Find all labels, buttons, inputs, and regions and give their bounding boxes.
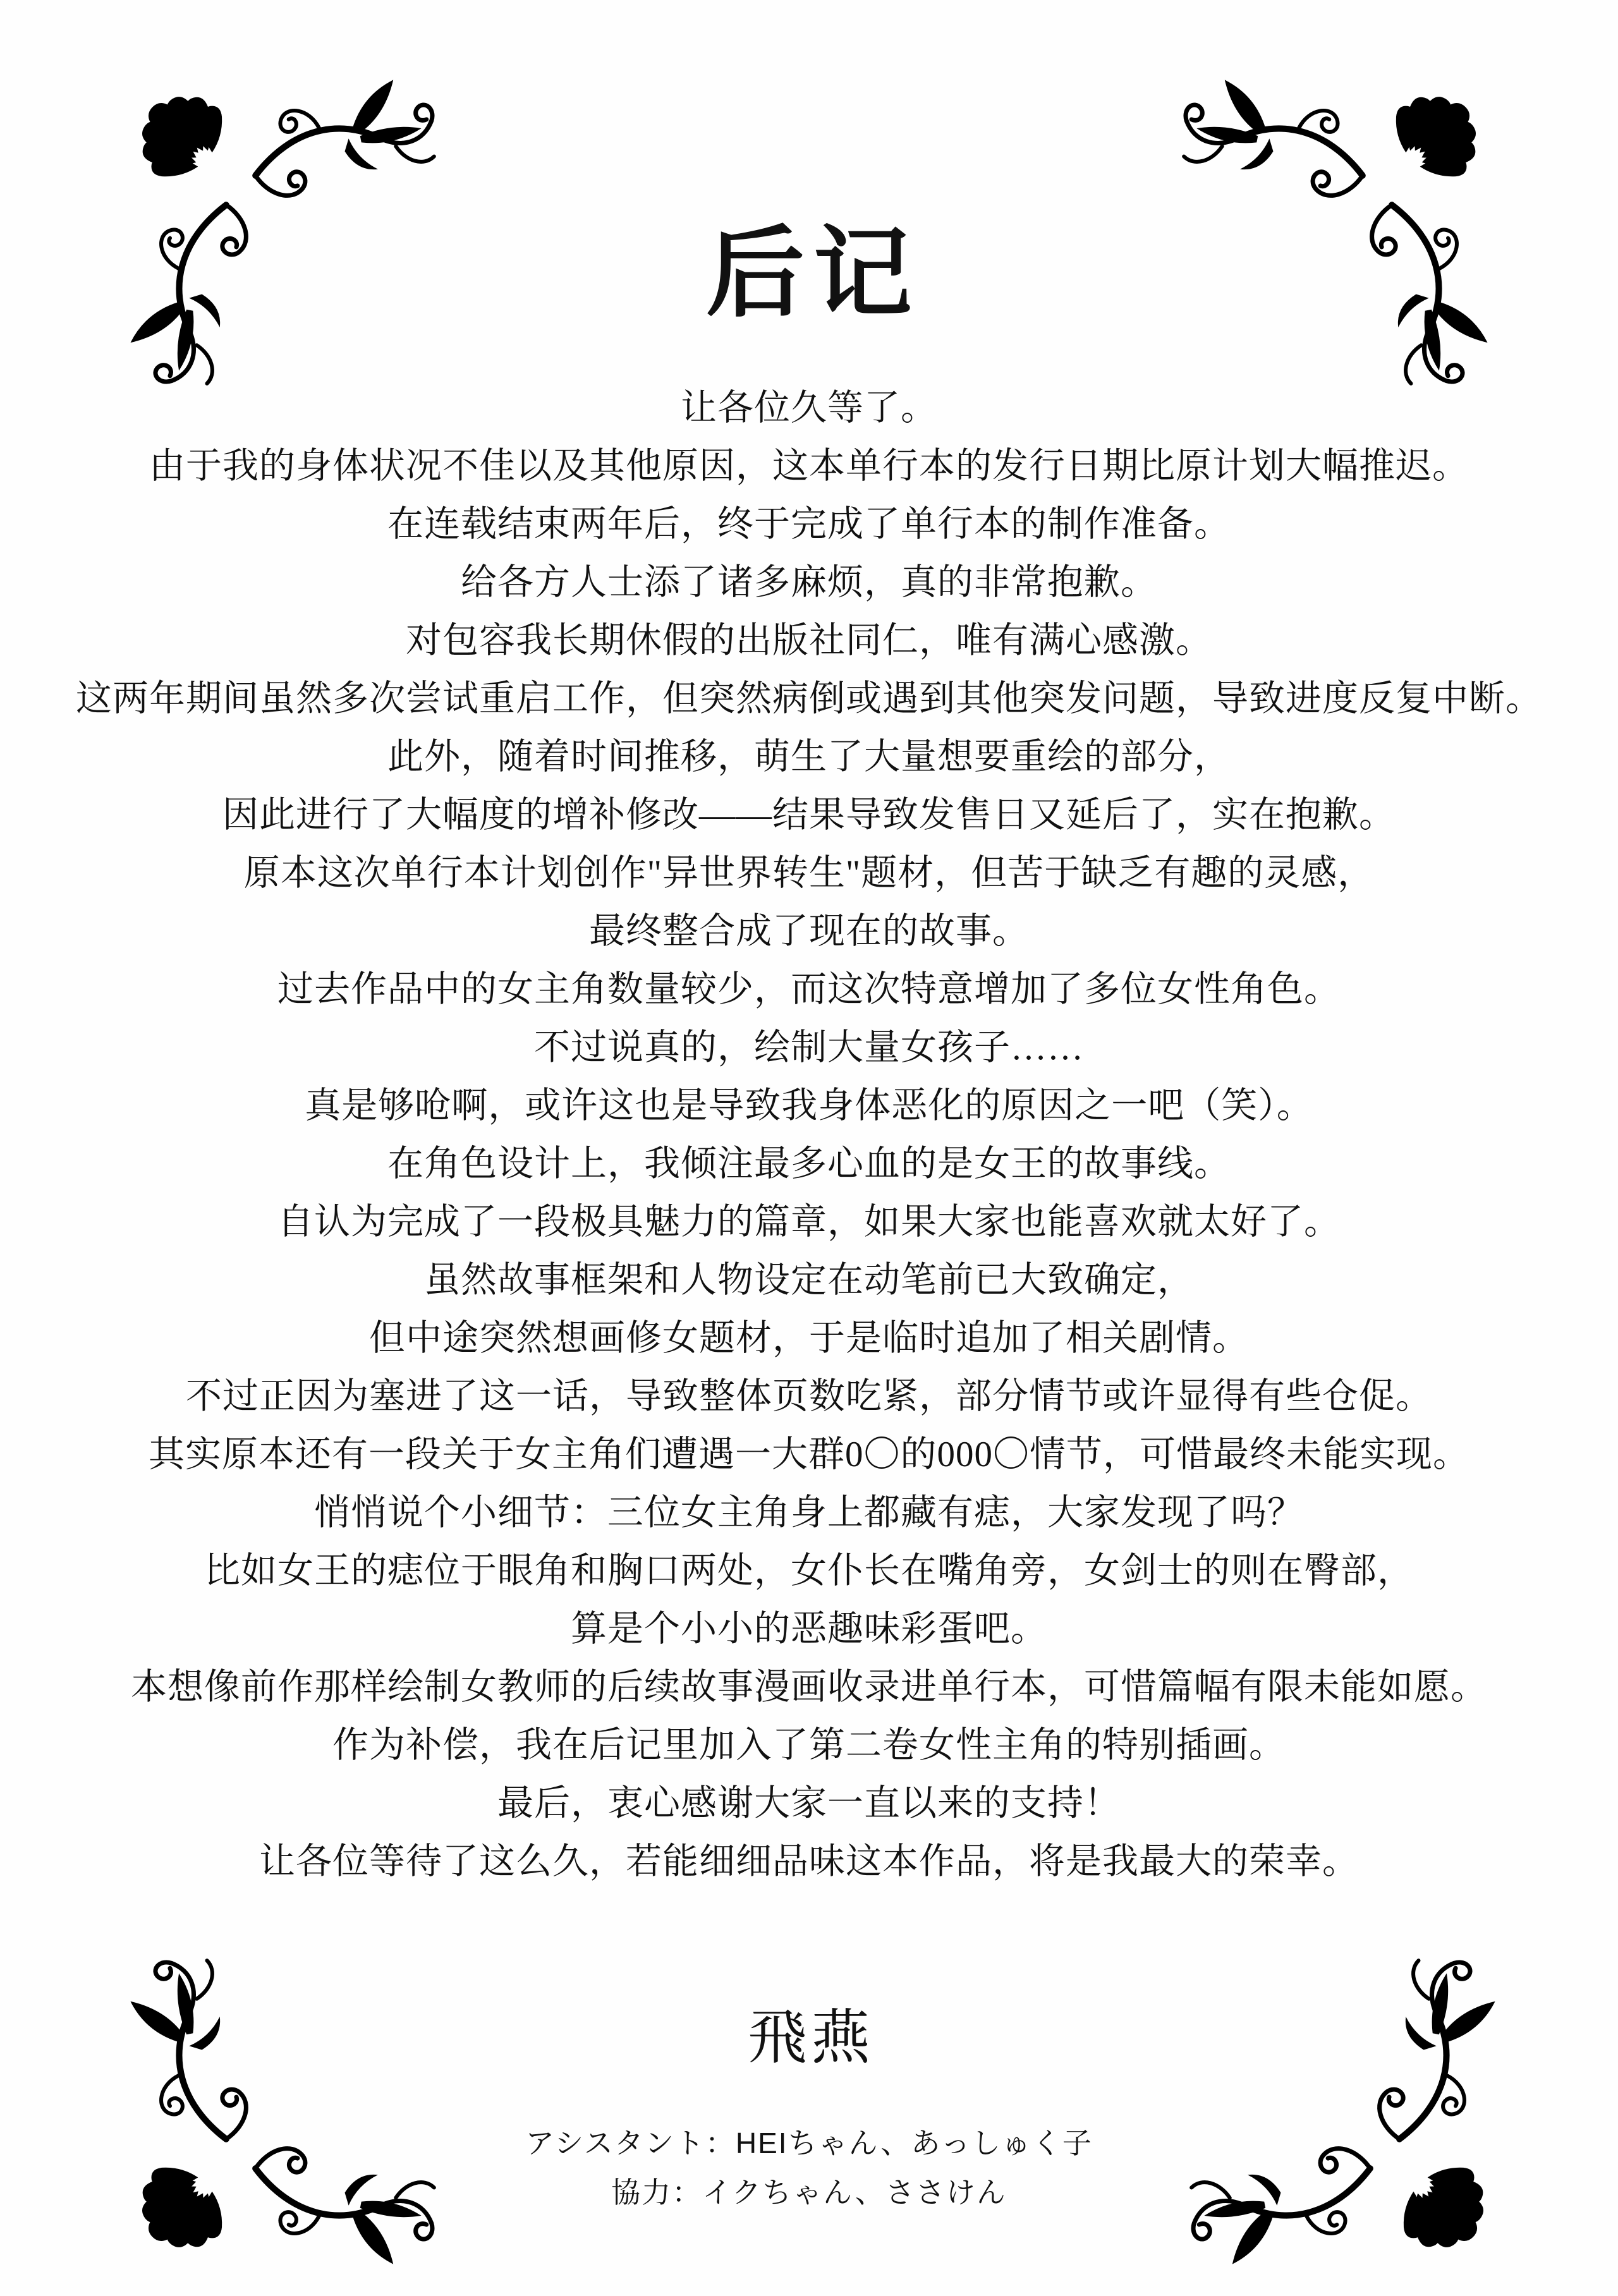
afterword-line: 真是够呛啊，或许这也是导致我身体恶化的原因之一吧（笑）。: [305, 1086, 1313, 1126]
afterword-line: 在角色设计上，我倾注最多心血的是女王的故事线。: [387, 1144, 1231, 1184]
afterword-line: 最后，衷心感谢大家一直以来的支持！: [497, 1783, 1121, 1823]
afterword-line: 比如女王的痣位于眼角和胸口两处，女仆长在嘴角旁，女剑士的则在臀部，: [204, 1551, 1414, 1591]
page-title: 后记: [706, 219, 921, 329]
afterword-line: 悄悄说个小细节：三位女主角身上都藏有痣，大家发现了吗？: [314, 1493, 1304, 1533]
afterword-line: 但中途突然想画修女题材，于是临时追加了相关剧情。: [369, 1318, 1249, 1358]
afterword-line: 作为补偿，我在后记里加入了第二卷女性主角的特别插画。: [332, 1725, 1286, 1765]
afterword-line: 在连载结束两年后，终于完成了单行本的制作准备。: [387, 504, 1231, 544]
afterword-line: 自认为完成了一段极具魅力的篇章，如果大家也能喜欢就太好了。: [277, 1202, 1341, 1242]
afterword-line: 不过说真的，绘制大量女孩子……: [534, 1028, 1084, 1067]
credit-line: 協力：イクちゃん、ささけん: [611, 2176, 1007, 2209]
afterword-line: 此外，随着时间推移，萌生了大量想要重绘的部分，: [387, 737, 1231, 777]
author-signature: 飛燕: [747, 2004, 874, 2070]
afterword-line: 过去作品中的女主角数量较少，而这次特意增加了多位女性角色。: [277, 969, 1341, 1009]
afterword-line: 不过正因为塞进了这一话，导致整体页数吃紧，部分情节或许显得有些仓促。: [186, 1376, 1432, 1416]
afterword-line: 由于我的身体状况不佳以及其他原因，这本单行本的发行日期比原计划大幅推迟。: [149, 446, 1469, 486]
afterword-line: 让各位等待了这么久，若能细细品味这本作品，将是我最大的荣幸。: [259, 1842, 1359, 1881]
afterword-body: [0, 379, 1618, 1891]
credits: [0, 2118, 1618, 2217]
afterword-line: 原本这次单行本计划创作"异世界转生"题材，但苦于缺乏有趣的灵感，: [243, 853, 1375, 893]
afterword-line: 虽然故事框架和人物设定在动笔前已大致确定，: [424, 1260, 1194, 1300]
afterword-line: 让各位久等了。: [681, 388, 937, 428]
afterword-line: 给各方人士添了诸多麻烦，真的非常抱歉。: [461, 562, 1157, 602]
afterword-line: 本想像前作那样绘制女教师的后续故事漫画收录进单行本，可惜篇幅有限未能如愿。: [131, 1667, 1487, 1707]
afterword-line: 最终整合成了现在的故事。: [589, 911, 1029, 951]
afterword-line: 其实原本还有一段关于女主角们遭遇一大群0〇的000〇情节，可惜最终未能实现。: [149, 1435, 1469, 1474]
afterword-line: 因此进行了大幅度的增补修改——结果导致发售日又延后了，实在抱歉。: [222, 795, 1396, 835]
afterword-line: 对包容我长期休假的出版社同仁，唯有满心感激。: [406, 621, 1212, 660]
afterword-line: 这两年期间虽然多次尝试重启工作，但突然病倒或遇到其他突发问题，导致进度反复中断。: [76, 679, 1542, 719]
credit-line: アシスタント：HEIちゃん、あっしゅく子: [525, 2127, 1093, 2159]
afterword-line: 算是个小小的恶趣味彩蛋吧。: [571, 1609, 1047, 1649]
